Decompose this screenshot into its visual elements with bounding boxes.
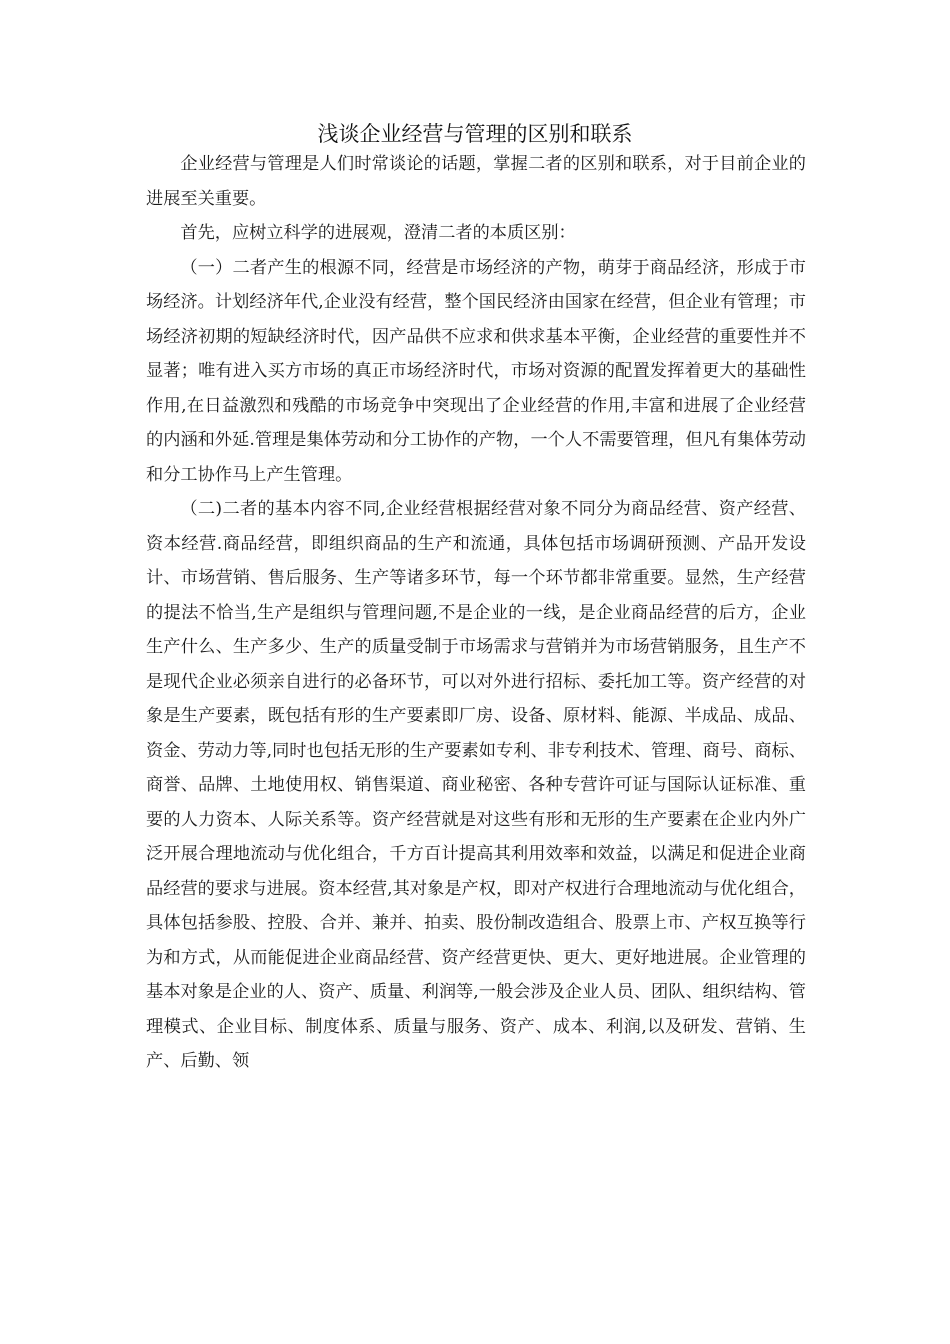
document-title: 浅谈企业经营与管理的区别和联系 — [317, 122, 633, 146]
paragraph-first-point: 首先，应树立科学的进展观，澄清二者的本质区别： — [180, 223, 576, 243]
paragraph-intro: 企业经营与管理是人们时常谈论的话题，掌握二者的区别和联系，对于目前企业的进展至关重要。 — [146, 154, 806, 209]
paragraph-section-two: （二)二者的基本内容不同,企业经营根据经营对象不同分为商品经营、资产经营、资本经营.商品经营，即组织商品的生产和流通，具体包括市场调研预测、产品开发设计、市场营销、售后服务、生产等诸多环节，每一个环节都非常重要。显然，生产经营的提法不恰当,生产是组织与管理问题,不是企业的一线，是企业商品经营的后方，企业生产什么、生产多少、生产的质量受制于市场需求与营销并为市场营销服务，且生产不是现代企业必须亲自进行的必备环节，可以对外进行招标、委托加工等。资产经营的对象是生产要素，既包括有形的生产要素即厂房、设备、原材料、能源、半成品、成品、资金、劳动力等,同时也包括无形的生产要素如专利、非专利技术、管理、商号、商标、商誉、品牌、土地使用权、销售渠道、商业秘密、各种专营许可证与国际认证标准、重要的人力资本、人际关系等。资产经营就是对这些有形和无形的生产要素在企业内外广泛开展合理地流动与优化组合，千方百计提高其利用效率和效益，以满足和促进企业商品经营的要求与进展。资本经营,其对象是产权，即对产权进行合理地流动与优化组合，具体包括参股、控股、合并、兼并、拍卖、股份制改造组合、股票上市、产权互换等行为和方式，从而能促进企业商品经营、资产经营更快、更大、更好地进展。企业管理的基本对象是企业的人、资产、质量、利润等,一般会涉及企业人员、团队、组织结构、管理模式、企业目标、制度体系、质量与服务、资产、成本、利润,以及研发、营销、生产、后勤、领 — [146, 499, 806, 1071]
document-body — [146, 147, 806, 1079]
paragraph-section-one: （一）二者产生的根源不同，经营是市场经济的产物，萌芽于商品经济，形成于市场经济。计划经济年代,企业没有经营，整个国民经济由国家在经营，但企业有管理；市场经济初期的短缺经济时代，因产品供不应求和供求基本平衡，企业经营的重要性并不显著；唯有进入买方市场的真正市场经济时代，市场对资源的配置发挥着更大的基础性作用,在日益激烈和残酷的市场竞争中突现出了企业经营的作用,丰富和进展了企业经营的内涵和外延.管理是集体劳动和分工协作的产物，一个人不需要管理，但凡有集体劳动和分工协作马上产生管理。 — [146, 257, 806, 485]
